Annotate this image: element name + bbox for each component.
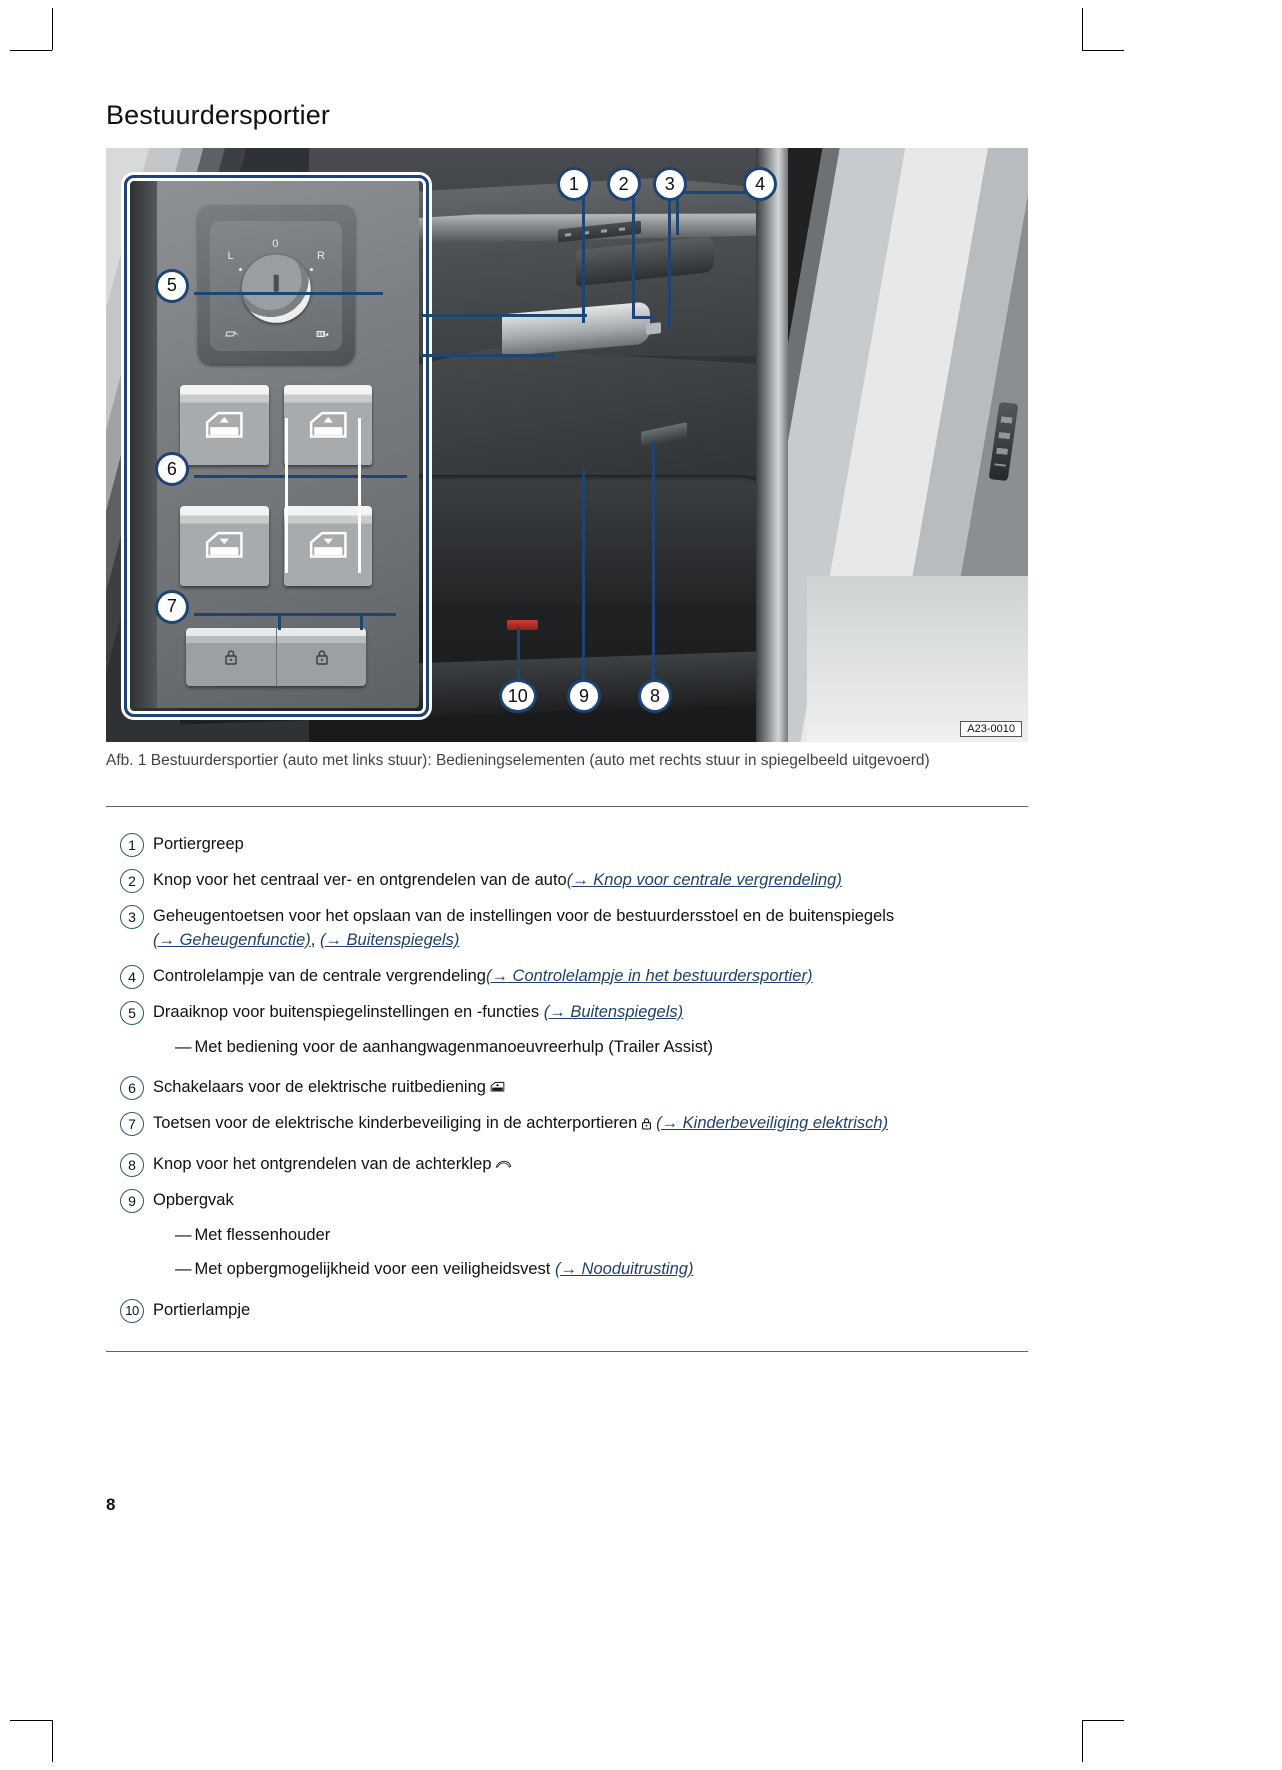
list-item	[120, 868, 1030, 893]
legend-text-9	[153, 1188, 234, 1213]
legend-number-7: 7	[120, 1112, 144, 1136]
legend-number-6: 6	[120, 1076, 144, 1100]
legend-text-8	[153, 1152, 512, 1177]
leader-line-panel-b	[421, 354, 555, 357]
divider-below-legend	[106, 1351, 1028, 1352]
legend-label-3: Geheugentoetsen voor het opslaan van de instellingen voor de bestuurdersstoel en de buitenspiegels	[153, 907, 895, 925]
window-switch-front-left[interactable]	[180, 385, 268, 465]
legend-label-5: Draaiknop voor buitenspiegelinstellingen en -functies	[153, 1002, 540, 1021]
legend-subitem-dash: —	[175, 1260, 192, 1278]
legend-xref-2[interactable]: (→ Knop voor centrale vergrendeling)	[566, 871, 842, 889]
legend-number-2: 2	[120, 869, 144, 893]
legend-number-1: 1	[120, 833, 144, 857]
legend-label-9: Opbergvak	[153, 1191, 234, 1210]
leader-line-9	[582, 469, 585, 697]
central-locking-indicator-light	[646, 322, 661, 335]
crop-mark-top-left-horizontal	[10, 50, 52, 51]
mirror-switch-face	[210, 221, 342, 351]
divider-above-legend	[106, 806, 1028, 807]
floor-area	[807, 576, 1028, 742]
legend-xref-3b[interactable]: (→ Buitenspiegels)	[319, 930, 460, 949]
leader-line-panel-a	[421, 314, 587, 317]
legend-xref-7[interactable]: (→ Kinderbeveiliging elektrisch)	[656, 1114, 889, 1133]
callout-1[interactable]: 1	[557, 167, 591, 201]
mirror-heating-icon	[316, 330, 329, 342]
list-item	[120, 904, 1030, 953]
legend-subitem-9a-text: Met flessenhouder	[194, 1226, 331, 1245]
legend-number-4: 4	[120, 965, 144, 989]
legend-list	[120, 832, 1030, 1334]
child-lock-button-row	[186, 628, 366, 686]
leader-line-7-bridge	[278, 613, 360, 616]
child-lock-button-left[interactable]	[186, 628, 276, 686]
legend-text-6	[153, 1075, 505, 1100]
legend-subitem-9b	[175, 1258, 1030, 1282]
door-control-panel-closeup	[128, 179, 418, 708]
legend-label-1: Portiergreep	[153, 835, 244, 853]
crop-mark-top-right-horizontal	[1082, 50, 1124, 51]
list-item	[120, 1111, 1030, 1136]
window-switch-group	[180, 385, 372, 586]
figure-driver-door-panel	[106, 148, 1028, 742]
callout-6[interactable]: 6	[155, 452, 189, 486]
mirror-detent-right	[310, 268, 313, 271]
legend-subitem-5	[175, 1036, 1030, 1060]
legend-xref-3a[interactable]: (→ Geheugenfunctie)	[153, 930, 311, 949]
door-lamp	[507, 620, 538, 630]
legend-text-10	[153, 1298, 250, 1323]
page-title: Bestuurdersportier	[106, 100, 330, 130]
legend-label-2: Knop voor het centraal ver- en ontgrendelen van de auto	[153, 871, 567, 889]
tailgate-release-icon	[492, 1156, 513, 1172]
crop-mark-bottom-right-vertical	[1082, 1720, 1083, 1762]
legend-label-4: Controlelampje van de centrale vergrendeling	[153, 966, 486, 985]
leader-line-5	[194, 292, 383, 295]
callout-3[interactable]: 3	[653, 167, 687, 201]
leader-line-8	[652, 441, 655, 696]
window-switch-rear-left[interactable]	[180, 506, 268, 586]
list-item	[120, 964, 1030, 989]
crop-mark-bottom-right-horizontal	[1082, 1720, 1124, 1721]
callout-4[interactable]: 4	[743, 167, 777, 201]
child-lock-icon	[637, 1115, 656, 1131]
crop-mark-bottom-left-vertical	[52, 1720, 53, 1762]
document-page	[106, 0, 1028, 1770]
pedal	[989, 402, 1019, 481]
leader-line-6-left	[285, 418, 288, 572]
legend-subitem-dash: —	[175, 1226, 192, 1245]
legend-label-6: Schakelaars voor de elektrische ruitbediening	[153, 1078, 486, 1097]
list-item	[120, 1000, 1030, 1025]
leader-line-6-right	[358, 418, 361, 572]
legend-text-7	[153, 1111, 888, 1136]
callout-5[interactable]: 5	[155, 269, 189, 303]
leader-line-2b	[632, 316, 652, 319]
panel-shadow-band	[128, 179, 157, 708]
legend-xref-4[interactable]: (→ Controlelampje in het bestuurdersportier)	[485, 966, 813, 985]
legend-xref-9b[interactable]: (→ Nooduitrusting)	[554, 1260, 694, 1278]
list-item	[120, 1152, 1030, 1177]
legend-label-10: Portierlampje	[153, 1300, 251, 1319]
callout-8[interactable]: 8	[638, 679, 672, 713]
b-pillar	[756, 148, 788, 742]
page-number: 8	[106, 1495, 116, 1514]
legend-xref-separator: ,	[310, 930, 320, 949]
legend-text-5	[153, 1000, 683, 1025]
legend-number-5: 5	[120, 1001, 144, 1025]
callout-2[interactable]: 2	[607, 167, 641, 201]
child-lock-button-right[interactable]	[277, 628, 367, 686]
legend-text-3	[153, 904, 894, 953]
legend-number-3: 3	[120, 905, 144, 929]
window-lift-icon	[486, 1079, 505, 1095]
leader-line-1	[582, 191, 585, 323]
legend-text-4	[153, 964, 812, 989]
callout-7[interactable]: 7	[155, 590, 189, 624]
legend-subitem-dash: —	[175, 1037, 192, 1056]
legend-label-7: Toetsen voor de elektrische kinderbeveiliging in de achterportieren	[153, 1114, 638, 1133]
crop-mark-bottom-left-horizontal	[10, 1720, 52, 1721]
figure-caption: Afb. 1 Bestuurdersportier (auto met links stuur): Bedieningselementen (auto met rechts stuur in spiegelbeeld uitgevoerd)	[106, 752, 930, 769]
crop-mark-top-right-vertical	[1082, 8, 1083, 50]
mirror-switch-housing	[198, 205, 355, 364]
list-item	[120, 1188, 1030, 1213]
legend-text-1	[153, 832, 244, 857]
legend-number-10: 10	[120, 1299, 144, 1323]
legend-xref-5[interactable]: (→ Buitenspiegels)	[543, 1002, 684, 1021]
legend-subitem-5-text: Met bediening voor de aanhangwagenmanoeuvreerhulp (Trailer Assist)	[194, 1037, 714, 1056]
mirror-adjust-knob[interactable]	[242, 255, 310, 323]
list-item	[120, 832, 1030, 857]
legend-subitem-9b-text: Met opbergmogelijkheid voor een veiligheidsvest	[194, 1260, 551, 1278]
door-photo	[106, 148, 1028, 742]
legend-subitem-9a	[175, 1224, 1030, 1248]
mirror-detent-left	[239, 268, 242, 271]
leader-line-4b	[668, 191, 671, 328]
list-item	[120, 1298, 1030, 1323]
legend-number-8: 8	[120, 1153, 144, 1177]
mirror-label-off: 0	[272, 238, 279, 251]
callout-10[interactable]: 10	[499, 679, 537, 713]
mirror-label-left: L	[227, 249, 234, 262]
figure-code-label: A23-0010	[960, 721, 1022, 737]
list-item	[120, 1075, 1030, 1100]
door-storage-pocket	[383, 475, 789, 606]
legend-label-8: Knop voor het ontgrendelen van de achterklep	[153, 1155, 492, 1174]
leader-line-6	[194, 475, 408, 478]
leader-line-2a	[632, 191, 635, 316]
legend-text-2	[153, 868, 842, 893]
legend-number-9: 9	[120, 1189, 144, 1213]
callout-9[interactable]: 9	[567, 679, 601, 713]
mirror-label-right: R	[317, 249, 325, 262]
crop-mark-top-left-vertical	[52, 8, 53, 50]
fold-mirror-icon	[225, 330, 238, 342]
